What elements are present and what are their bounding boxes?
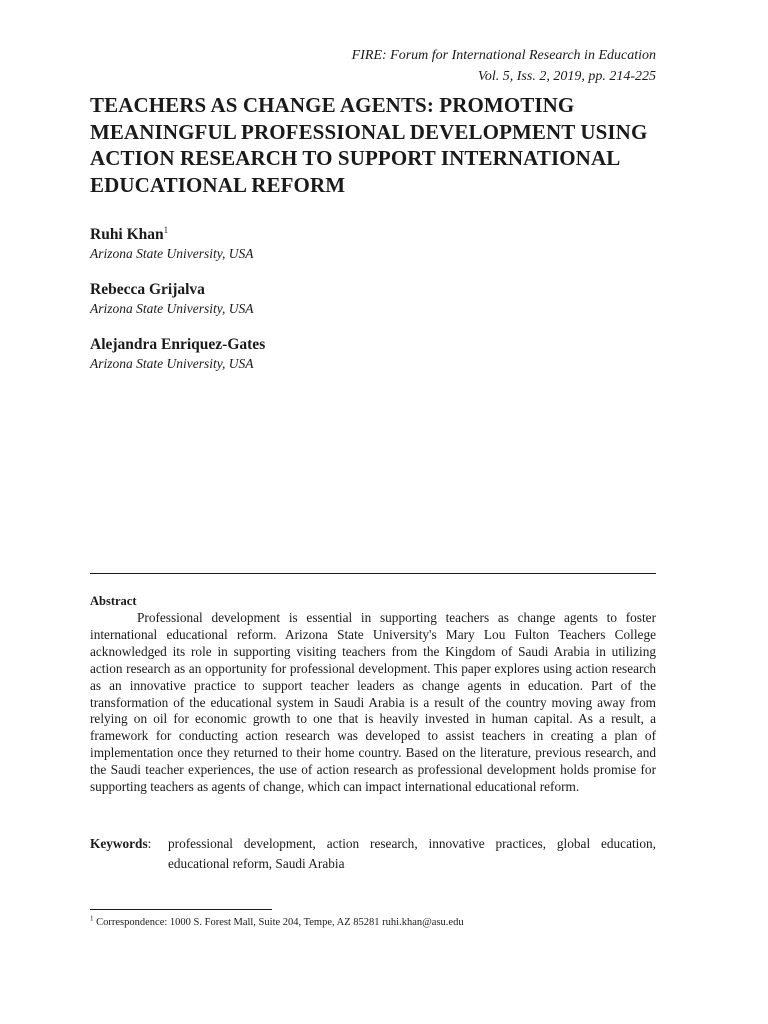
author-name-text: Ruhi Khan: [90, 226, 164, 243]
keywords-label-text: Keywords: [90, 836, 148, 851]
author-list: [90, 225, 590, 390]
author-affiliation: Arizona State University, USA: [90, 246, 254, 261]
paper-title: TEACHERS AS CHANGE AGENTS: PROMOTING MEANINGFUL PROFESSIONAL DEVELOPMENT USING ACTION RESEARCH TO SUPPORT INTERNATIONAL EDUCATIONAL REFORM: [90, 93, 648, 197]
author-name-text: Alejandra Enriquez-Gates: [90, 336, 266, 353]
footnote: [90, 916, 464, 930]
footnote-divider: [90, 909, 272, 910]
author-affiliation: Arizona State University, USA: [90, 356, 254, 371]
keywords-list: professional development, action research, innovative practices, global education, educational reform, Saudi Arabia: [168, 836, 656, 871]
keywords-label: [90, 834, 168, 874]
journal-name: FIRE: Forum for International Research in Education: [351, 48, 656, 63]
author-name: [90, 335, 590, 355]
author-block: [90, 280, 590, 317]
footnote-mark[interactable]: 1: [163, 224, 169, 235]
author-name-text: Rebecca Grijalva: [90, 281, 205, 298]
footnote-mark: 1: [90, 914, 94, 923]
section-divider: [90, 573, 656, 574]
keywords-separator: :: [147, 836, 152, 851]
journal-header: [352, 45, 656, 87]
abstract-heading: Abstract: [90, 594, 137, 608]
author-name: [90, 280, 590, 300]
author-affiliation: Arizona State University, USA: [90, 301, 254, 316]
author-block: [90, 225, 590, 262]
footnote-text: Correspondence: 1000 S. Forest Mall, Suite 204, Tempe, AZ 85281 ruhi.khan@asu.edu: [96, 917, 464, 928]
author-block: [90, 335, 590, 372]
volume-info: Vol. 5, Iss. 2, 2019, pp. 214-225: [477, 69, 656, 84]
abstract-body: Professional development is essential in supporting teachers as change agents to foster international educational reform. Arizona State University's Mary Lou Fulton Teachers College acknowledged its role in supporting visiting teachers from the Kingdom of Saudi Arabia in utilizing action research as an opportunity for professional development. This paper explores using action research as an innovative practice to support teacher leaders as change agents in education. Part of the transformation of the educational system in Saudi Arabia is a result of the country moving away from relying on oil for economic growth to one that is heavily invested in human capital. As a result, a framework for conducting action research was developed to assist teachers in creating a plan of implementation once they returned to their home country. Based on the literature, previous research, and the Saudi teacher experiences, the use of action research as professional development holds promise for supporting teachers as agents of change, which can impact international educational reform.: [90, 610, 656, 795]
author-name: [90, 225, 590, 245]
keywords-section: [90, 834, 656, 874]
